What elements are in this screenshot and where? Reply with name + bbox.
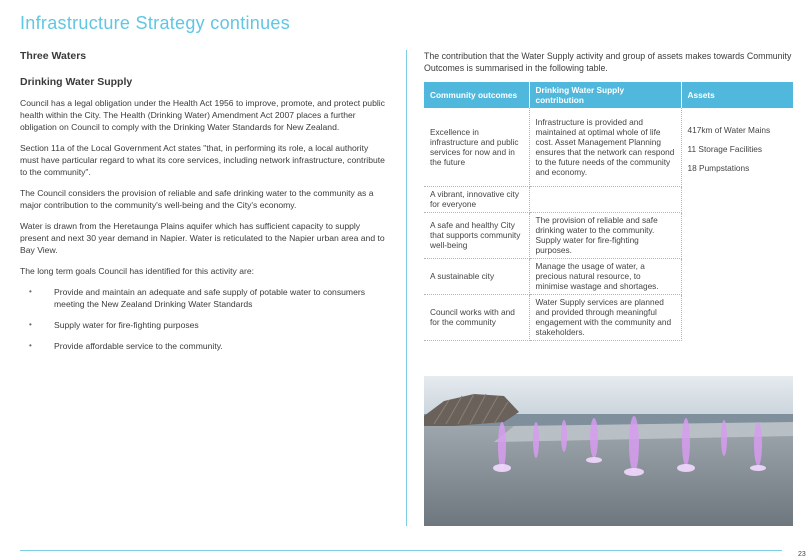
footer-rule [20,550,782,551]
header-assets: Assets [681,82,793,108]
header-contribution: Drinking Water Supply contribution [529,82,681,108]
list-item [20,286,388,310]
contribution-cell: The provision of reliable and safe drinking water to the community. Supply water for fire-fighting purposes. [529,212,681,258]
section-heading: Three Waters [20,50,87,62]
table-row [424,108,793,186]
contribution-cell: Water Supply services are planned and provided through meaningful engagement with the community and stakeholders. [529,294,681,340]
header-community-outcomes: Community outcomes [424,82,529,108]
bullet-icon: • [29,287,32,296]
list-item-text: Supply water for fire-fighting purposes [54,320,199,330]
outcome-cell: Council works with and for the community [424,294,529,340]
outcome-cell: A sustainable city [424,258,529,294]
list-item [20,319,388,331]
column-divider [406,50,407,526]
page-number: 23 [798,551,806,558]
page-title: Infrastructure Strategy continues [20,13,291,33]
contribution-cell: Manage the usage of water, a precious natural resource, to minimise wastage and shortages. [529,258,681,294]
list-item-text: Provide and maintain an adequate and safe supply of potable water to consumers meeting the New Zealand Drinking Water Standards [54,287,366,309]
bullet-icon: • [29,320,32,329]
fountain-photo [424,376,793,526]
paragraph-goals-intro: The long term goals Council has identified for this activity are: [20,266,255,276]
paragraph-aquifer: Water is drawn from the Heretaunga Plains aquifer which has sufficient capacity to supply present and next 30 year demand in Napier. Water is reticulated to the Napier urban area and to Bay View. [20,221,385,255]
bullet-icon: • [29,341,32,350]
table-header-row [424,82,793,108]
outcomes-table [424,82,794,341]
section-subheading: Drinking Water Supply [20,76,133,88]
contribution-cell: Infrastructure is provided and maintained at optimal whole of life cost. Asset Management Planning ensures that the network can respond to the future needs of the community and economy. [529,108,681,186]
paragraph-local-government-act: Section 11a of the Local Government Act states "that, in performing its role, a local authority must have particular regard to what its core services, including network infrastructure, contribute to the community". [20,143,385,177]
paragraph-health-act: Council has a legal obligation under the Health Act 1956 to improve, promote, and protect public health within the City. The Health (Drinking Water) Amendment Act 2007 places a further obligation on Council to comply with the Drinking Water Standards for New Zealand. [20,98,385,132]
asset-water-mains: 417km of Water Mains [687,125,771,135]
list-item-text: Provide affordable service to the community. [54,341,223,351]
asset-storage-facilities: 11 Storage Facilities [687,144,763,154]
right-column [424,50,794,341]
contribution-cell [529,186,681,212]
asset-pumpstations: 18 Pumpstations [687,163,750,173]
goals-list [20,286,388,352]
left-column [20,50,388,361]
list-item [20,340,388,352]
assets-cell [681,108,793,340]
paragraph-provision: The Council considers the provision of reliable and safe drinking water to the community as a major contribution to the community's well-being and the City's economy. [20,188,374,210]
table-intro: The contribution that the Water Supply activity and group of assets makes towards Community Outcomes is summarised in the following table. [424,51,792,73]
outcome-cell: A safe and healthy City that supports community well-being [424,212,529,258]
photo-plaza [424,426,793,526]
outcome-cell: A vibrant, innovative city for everyone [424,186,529,212]
outcome-cell: Excellence in infrastructure and public services for now and in the future [424,108,529,186]
